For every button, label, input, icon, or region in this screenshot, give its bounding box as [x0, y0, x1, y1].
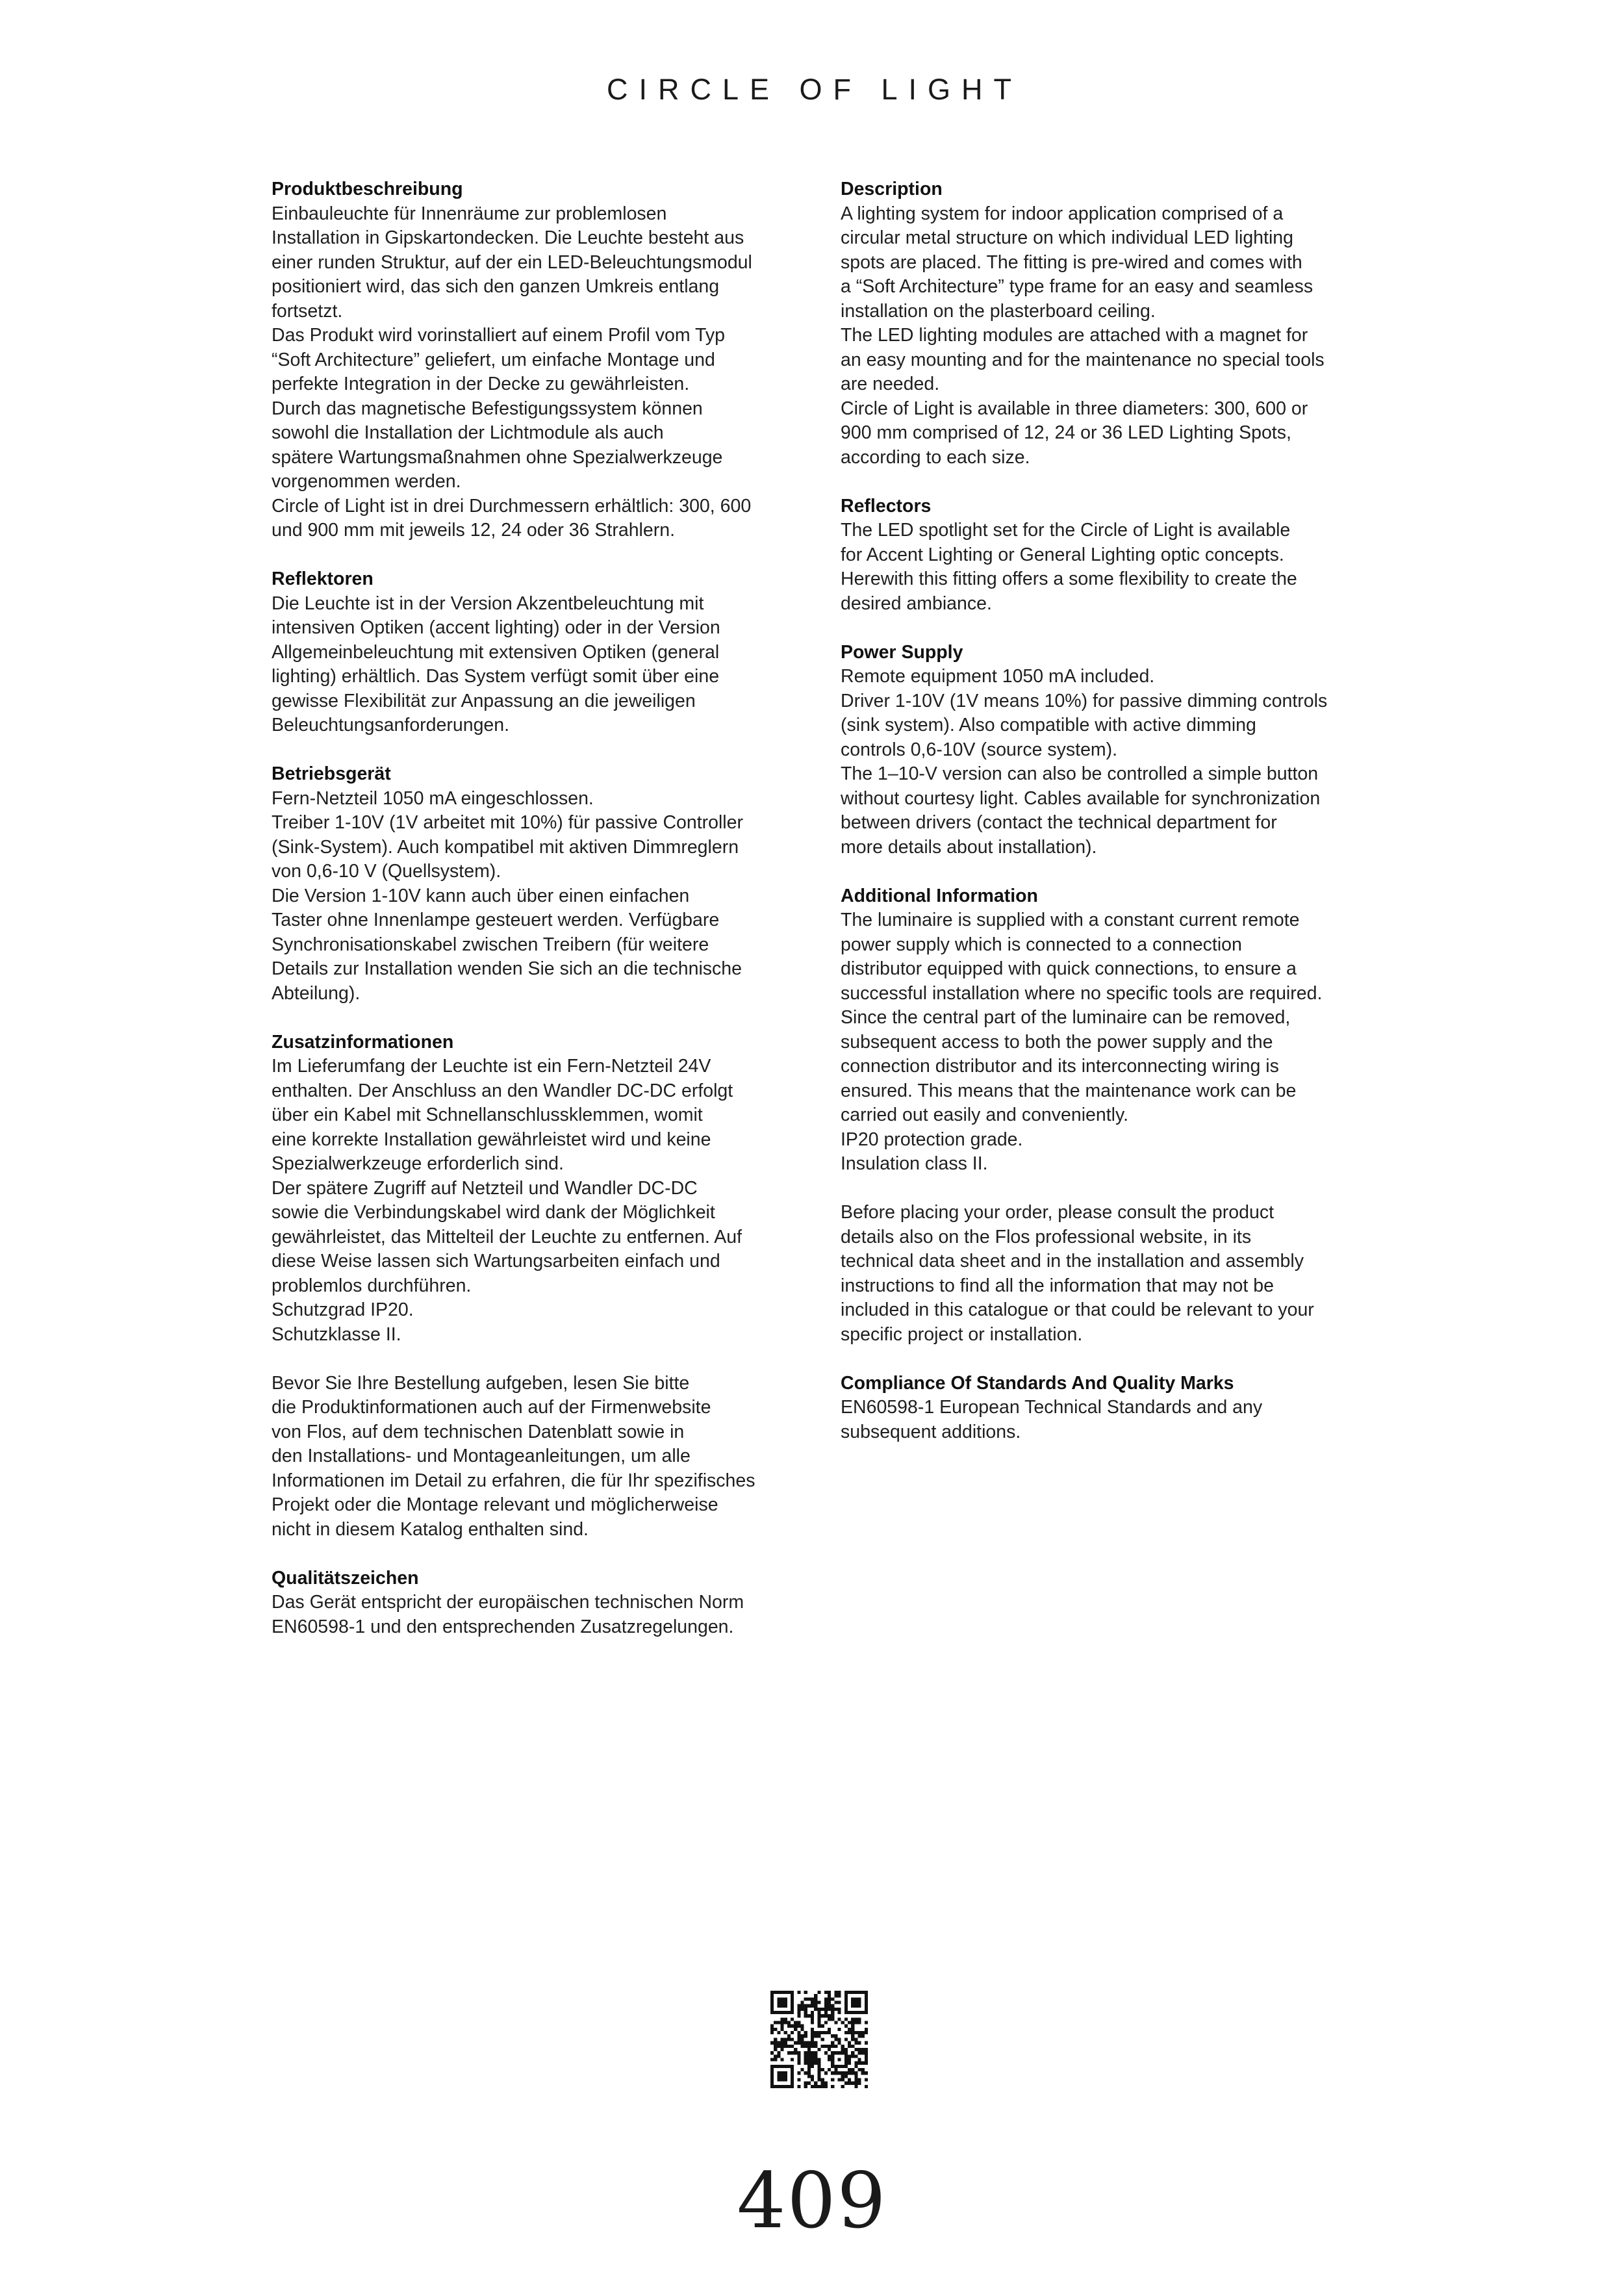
section-heading: Description — [841, 179, 943, 199]
body-text-line: Treiber 1-10V (1V arbeitet mit 10%) für passive Controller — [272, 812, 743, 833]
section-heading: Produktbeschreibung — [272, 179, 463, 199]
body-text-line: (sink system). Also compatible with active dimming — [841, 715, 1256, 735]
body-text-line: den Installations- und Montageanleitungen, um alle — [272, 1446, 691, 1466]
body-text-line: carried out easily and conveniently. — [841, 1105, 1129, 1125]
body-text-line: gewährleistet, das Mittelteil der Leuchte zu entfernen. Auf — [272, 1226, 742, 1247]
body-text-line: spots are placed. The fitting is pre-wired and comes with — [841, 251, 1302, 273]
left-column-german — [272, 177, 817, 1664]
body-text-line: Before placing your order, please consult the product — [841, 1202, 1274, 1223]
body-text-line: einer runden Struktur, auf der ein LED-Beleuchtungsmodul — [272, 251, 752, 273]
body-text-line: without courtesy light. Cables available for synchronization — [841, 787, 1321, 809]
body-text-line: power supply which is connected to a connection — [841, 934, 1242, 955]
body-text-line: Die Version 1-10V kann auch über einen einfachen — [272, 885, 690, 906]
body-text-line: Durch das magnetische Befestigungssystem können — [272, 398, 703, 419]
body-text-line: gewisse Flexibilität zur Anpassung an die jeweiligen — [272, 690, 696, 711]
body-text-line: sowohl die Installation der Lichtmodule als auch — [272, 422, 664, 443]
qr-code-icon[interactable] — [770, 1991, 868, 2088]
body-text-line: Das Produkt wird vorinstalliert auf einem Profil vom Typ — [272, 325, 725, 346]
body-text-line: according to each size. — [841, 446, 1030, 468]
body-text-line: an easy mounting and for the maintenance no special tools — [841, 349, 1325, 370]
body-text-line: The LED lighting modules are attached with a magnet for — [841, 325, 1308, 346]
body-text-line: The luminaire is supplied with a constant current remote — [841, 910, 1300, 930]
body-text-line: Fern-Netzteil 1050 mA eingeschlossen. — [272, 787, 594, 809]
body-text-line: A lighting system for indoor application comprised of a — [841, 203, 1284, 224]
body-text-line: perfekte Integration in der Decke zu gewährleisten. — [272, 374, 690, 394]
body-text-line: Das Gerät entspricht der europäischen technischen Norm — [272, 1592, 744, 1613]
body-text-line: 900 mm comprised of 12, 24 or 36 LED Lighting Spots, — [841, 422, 1291, 443]
body-text-line: Remote equipment 1050 mA included. — [841, 666, 1155, 687]
body-text-line: subsequent access to both the power supply and the — [841, 1031, 1273, 1053]
body-text-line: vorgenommen werden. — [272, 471, 461, 492]
body-text-line: The 1–10-V version can also be controlled a simple button — [841, 763, 1319, 784]
body-text-line: problemlos durchführen. — [272, 1275, 472, 1296]
body-text-line: fortsetzt. — [272, 300, 343, 322]
body-text-line: IP20 protection grade. — [841, 1129, 1023, 1150]
german-section — [272, 1030, 817, 1542]
body-text-line: included in this catalogue or that could be relevant to your — [841, 1299, 1314, 1320]
german-section — [272, 1566, 817, 1640]
body-text-line: (Sink-System). Auch kompatibel mit aktiven Dimmreglern — [272, 836, 739, 858]
body-text-line: controls 0,6-10V (source system). — [841, 739, 1118, 760]
body-text-line: von 0,6-10 V (Quellsystem). — [272, 861, 501, 882]
english-section — [841, 884, 1386, 1348]
body-text-line: are needed. — [841, 374, 940, 394]
body-text-line: Bevor Sie Ihre Bestellung aufgeben, lesen Sie bitte — [272, 1372, 690, 1394]
body-text-line: Abteilung). — [272, 982, 361, 1004]
body-text-line: lighting) erhältlich. Das System verfügt somit über eine — [272, 666, 720, 687]
body-text-line: Spezialwerkzeuge erforderlich sind. — [272, 1153, 564, 1174]
english-section — [841, 1372, 1386, 1445]
body-text-line: Circle of Light is available in three diameters: 300, 600 or — [841, 398, 1308, 419]
body-text-line: “Soft Architecture” geliefert, um einfache Montage und — [272, 349, 715, 370]
body-text-line: Synchronisationskabel zwischen Treibern (für weitere — [272, 934, 709, 955]
body-text-line: successful installation where no specific tools are required. — [841, 982, 1323, 1004]
right-column-english — [841, 177, 1386, 1469]
paragraph-spacer — [841, 1177, 1386, 1201]
section-heading: Betriebsgerät — [272, 763, 391, 784]
section-heading: Zusatzinformationen — [272, 1031, 454, 1053]
paragraph-spacer — [272, 1347, 817, 1372]
body-text-line: Schutzklasse II. — [272, 1323, 401, 1345]
body-text-line: Der spätere Zugriff auf Netzteil und Wandler DC-DC — [272, 1177, 698, 1199]
english-section — [841, 177, 1386, 470]
body-text-line: The LED spotlight set for the Circle of Light is available — [841, 520, 1291, 541]
body-text-line: Taster ohne Innenlampe gesteuert werden. Verfügbare — [272, 910, 720, 930]
body-text-line: distributor equipped with quick connections, to ensure a — [841, 958, 1297, 979]
body-text-line: über ein Kabel mit Schnellanschlussklemmen, womit — [272, 1105, 703, 1125]
body-text-line: between drivers (contact the technical department for — [841, 812, 1277, 833]
body-text-line: eine korrekte Installation gewährleistet wird und keine — [272, 1129, 711, 1150]
body-text-line: von Flos, auf dem technischen Datenblatt sowie in — [272, 1421, 685, 1442]
body-text-line: Installation in Gipskartondecken. Die Leuchte besteht aus — [272, 227, 744, 248]
section-heading: Power Supply — [841, 641, 963, 663]
body-text-line: EN60598-1 und den entsprechenden Zusatzregelungen. — [272, 1616, 734, 1637]
body-text-line: intensiven Optiken (accent lighting) oder in der Version — [272, 617, 720, 638]
english-section — [841, 494, 1386, 617]
body-text-line: Allgemeinbeleuchtung mit extensiven Optiken (general — [272, 641, 720, 663]
body-text-line: Beleuchtungsanforderungen. — [272, 715, 510, 735]
body-text-line: Circle of Light ist in drei Durchmessern erhältlich: 300, 600 — [272, 495, 752, 517]
page-number: 409 — [737, 2156, 887, 2245]
body-text-line: Projekt oder die Montage relevant und möglicherweise — [272, 1494, 718, 1515]
body-text-line: technical data sheet and in the installation and assembly — [841, 1251, 1304, 1271]
english-section — [841, 641, 1386, 860]
body-text-line: for Accent Lighting or General Lighting optic concepts. — [841, 544, 1284, 565]
body-text-line: desired ambiance. — [841, 593, 992, 614]
body-text-line: subsequent additions. — [841, 1421, 1021, 1442]
section-heading: Reflektoren — [272, 568, 374, 589]
section-heading: Additional Information — [841, 885, 1038, 906]
body-text-line: Im Lieferumfang der Leuchte ist ein Fern-Netzteil 24V — [272, 1056, 711, 1077]
body-text-line: Informationen im Detail zu erfahren, die für Ihr spezifisches — [272, 1470, 755, 1491]
body-text-line: diese Weise lassen sich Wartungsarbeiten einfach und — [272, 1251, 720, 1271]
section-heading: Compliance Of Standards And Quality Marks — [841, 1372, 1234, 1394]
body-text-line: ensured. This means that the maintenance work can be — [841, 1080, 1297, 1101]
body-text-line: installation on the plasterboard ceiling. — [841, 300, 1156, 322]
page-title: CIRCLE OF LIGHT — [606, 73, 1023, 107]
body-text-line: Insulation class II. — [841, 1153, 988, 1174]
body-text-line: EN60598-1 European Technical Standards and any — [841, 1397, 1263, 1418]
body-text-line: und 900 mm mit jeweils 12, 24 oder 36 Strahlern. — [272, 520, 675, 541]
body-text-line: Details zur Installation wenden Sie sich an die technische — [272, 958, 742, 979]
german-section — [272, 762, 817, 1006]
body-text-line: Schutzgrad IP20. — [272, 1299, 414, 1320]
body-text-line: connection distributor and its interconnecting wiring is — [841, 1056, 1279, 1077]
body-text-line: sowie die Verbindungskabel wird dank der Möglichkeit — [272, 1202, 715, 1223]
german-section — [272, 177, 817, 543]
body-text-line: Herewith this fitting offers a some flexibility to create the — [841, 568, 1297, 589]
body-text-line: spätere Wartungsmaßnahmen ohne Spezialwerkzeuge — [272, 446, 723, 468]
german-section — [272, 567, 817, 738]
body-text-line: a “Soft Architecture” type frame for an easy and seamless — [841, 276, 1313, 297]
body-text-line: Driver 1-10V (1V means 10%) for passive dimming controls — [841, 690, 1328, 711]
body-text-line: Die Leuchte ist in der Version Akzentbeleuchtung mit — [272, 593, 704, 614]
body-text-line: Since the central part of the luminaire can be removed, — [841, 1007, 1291, 1028]
body-text-line: nicht in diesem Katalog enthalten sind. — [272, 1518, 589, 1540]
section-heading: Qualitätszeichen — [272, 1567, 419, 1589]
body-text-line: specific project or installation. — [841, 1323, 1083, 1345]
body-text-line: circular metal structure on which individual LED lighting — [841, 227, 1293, 248]
body-text-line: details also on the Flos professional website, in its — [841, 1226, 1252, 1247]
body-text-line: positioniert wird, das sich den ganzen Umkreis entlang — [272, 276, 720, 297]
body-text-line: more details about installation). — [841, 836, 1097, 858]
body-text-line: Einbauleuchte für Innenräume zur problemlosen — [272, 203, 667, 224]
section-heading: Reflectors — [841, 495, 932, 517]
body-text-line: die Produktinformationen auch auf der Firmenwebsite — [272, 1397, 711, 1418]
body-text-line: instructions to find all the information that may not be — [841, 1275, 1274, 1296]
body-text-line: enthalten. Der Anschluss an den Wandler DC-DC erfolgt — [272, 1080, 733, 1101]
